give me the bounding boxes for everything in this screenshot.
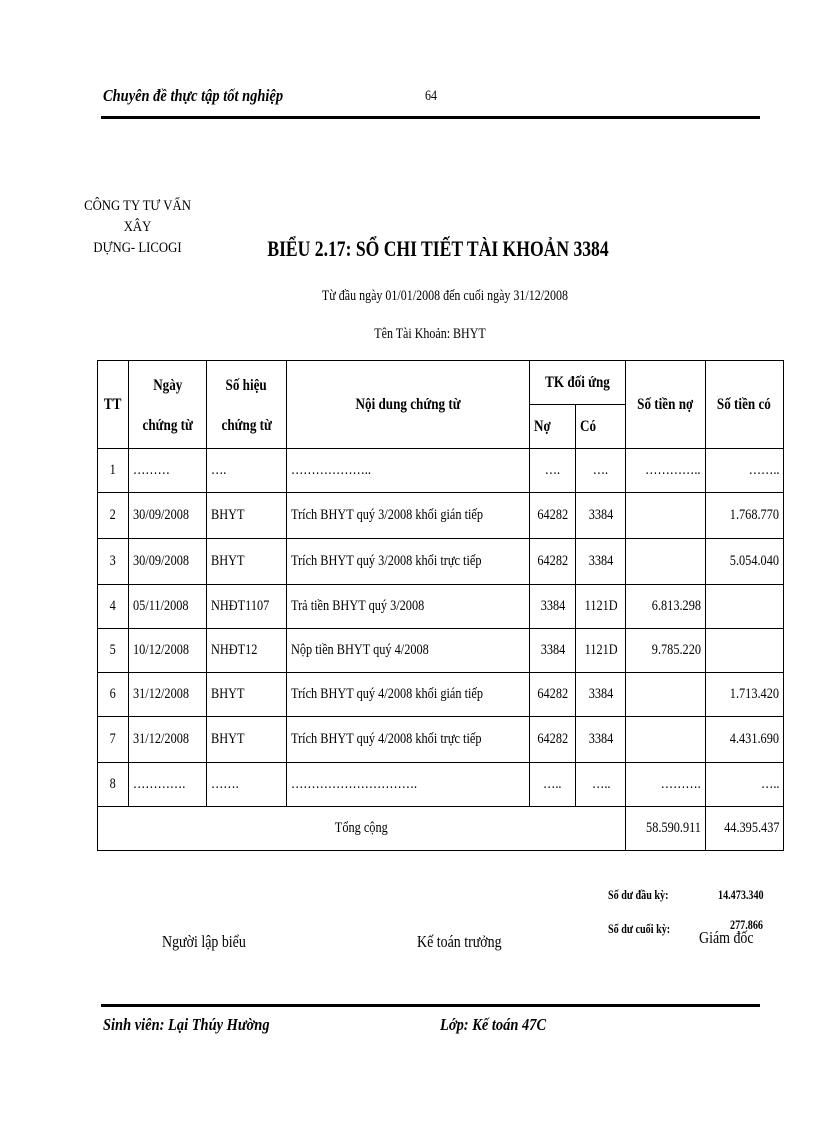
header-divider <box>101 116 760 119</box>
header-title: Chuyên đề thực tập tốt nghiệp <box>103 86 284 105</box>
row-doc-number: NHĐT12 <box>206 629 286 673</box>
total-label: Tổng cộng <box>98 807 626 851</box>
header-contra-account: TK đối ứng <box>529 361 625 405</box>
header-date-top: Ngày <box>129 361 207 405</box>
row-date: 31/12/2008 <box>129 717 207 763</box>
header-co: Có <box>576 405 626 449</box>
row-debit <box>626 717 705 763</box>
table-row <box>98 717 784 763</box>
row-content: Trích BHYT quý 3/2008 khối gián tiếp <box>286 493 529 539</box>
row-credit: 1.713.420 <box>705 673 784 717</box>
row-date: 10/12/2008 <box>129 629 207 673</box>
row-debit: 9.785.220 <box>626 629 705 673</box>
row-credit: …….. <box>705 449 784 493</box>
row-tt: 2 <box>98 493 129 539</box>
row-account-co: 1121D <box>576 629 626 673</box>
row-date: 31/12/2008 <box>129 673 207 717</box>
row-account-no: 64282 <box>529 493 576 539</box>
row-content: ……………….. <box>286 449 529 493</box>
company-line-1: CÔNG TY TƯ VẤN XÂY <box>84 198 191 235</box>
row-account-no: 3384 <box>529 629 576 673</box>
total-debit: 58.590.911 <box>626 807 705 851</box>
signature-director: Giám đốc <box>699 928 754 947</box>
header-doc-number-top: Số hiệu <box>206 361 286 405</box>
company-line-2: DỰNG- LICOGI <box>93 240 182 256</box>
row-doc-number: BHYT <box>206 539 286 585</box>
row-doc-number: NHĐT1107 <box>206 585 286 629</box>
row-account-co: …. <box>576 449 626 493</box>
row-account-co: 3384 <box>576 539 626 585</box>
signature-preparer: Người lập biểu <box>162 932 246 951</box>
total-credit: 44.395.437 <box>705 807 784 851</box>
header-doc-number-bottom: chứng từ <box>206 405 286 449</box>
row-debit: ………….. <box>626 449 705 493</box>
row-date: …………. <box>129 763 207 807</box>
table-row <box>98 763 784 807</box>
row-credit: 5.054.040 <box>705 539 784 585</box>
row-content: Trích BHYT quý 4/2008 khối gián tiếp <box>286 673 529 717</box>
row-content: Trích BHYT quý 4/2008 khối trực tiếp <box>286 717 529 763</box>
signature-chief-accountant: Kế toán trưởng <box>417 932 502 951</box>
table-row <box>98 539 784 585</box>
row-tt: 3 <box>98 539 129 585</box>
row-tt: 4 <box>98 585 129 629</box>
row-doc-number: BHYT <box>206 717 286 763</box>
row-debit <box>626 673 705 717</box>
table-row <box>98 629 784 673</box>
account-name: Tên Tài Khoản: BHYT <box>374 326 486 342</box>
row-content: …………………………. <box>286 763 529 807</box>
opening-balance-value: 14.473.340 <box>718 887 764 902</box>
header-tt: TT <box>98 361 129 449</box>
row-doc-number: BHYT <box>206 673 286 717</box>
total-row <box>98 807 784 851</box>
header-no: Nợ <box>529 405 576 449</box>
document-period: Từ đầu ngày 01/01/2008 đến cuối ngày 31/12/2008 <box>321 288 569 304</box>
row-debit: 6.813.298 <box>626 585 705 629</box>
row-doc-number: …. <box>206 449 286 493</box>
row-debit <box>626 539 705 585</box>
row-tt: 6 <box>98 673 129 717</box>
footer-student: Sinh viên: Lại Thúy Hường <box>103 1015 270 1034</box>
footer-divider <box>101 1004 760 1007</box>
row-doc-number: ……. <box>206 763 286 807</box>
table-row <box>98 493 784 539</box>
row-content: Nộp tiền BHYT quý 4/2008 <box>286 629 529 673</box>
row-content: Trả tiền BHYT quý 3/2008 <box>286 585 529 629</box>
row-account-co: 3384 <box>576 493 626 539</box>
row-account-no: …. <box>529 449 576 493</box>
document-title: BIỂU 2.17: SỔ CHI TIẾT TÀI KHOẢN 3384 <box>267 236 609 261</box>
opening-balance-label: Số dư đầu kỳ: <box>608 887 669 902</box>
closing-balance-label: Số dư cuối kỳ: <box>608 921 671 936</box>
footer-class: Lớp: Kế toán 47C <box>440 1015 547 1034</box>
row-debit: ………. <box>626 763 705 807</box>
header-debit: Số tiền nợ <box>626 361 705 449</box>
row-credit <box>705 585 784 629</box>
row-account-no: 64282 <box>529 539 576 585</box>
table-row <box>98 673 784 717</box>
header-content: Nội dung chứng từ <box>286 361 529 449</box>
row-tt: 8 <box>98 763 129 807</box>
ledger-table <box>97 360 784 851</box>
row-credit: 4.431.690 <box>705 717 784 763</box>
row-date: 05/11/2008 <box>129 585 207 629</box>
row-date: 30/09/2008 <box>129 539 207 585</box>
row-date: 30/09/2008 <box>129 493 207 539</box>
row-debit <box>626 493 705 539</box>
row-tt: 1 <box>98 449 129 493</box>
row-account-no: 3384 <box>529 585 576 629</box>
page-number: 64 <box>425 88 437 104</box>
row-account-no: 64282 <box>529 673 576 717</box>
row-date: ……… <box>129 449 207 493</box>
row-credit: 1.768.770 <box>705 493 784 539</box>
row-account-no: ….. <box>529 763 576 807</box>
header-date-bottom: chứng từ <box>129 405 207 449</box>
row-credit <box>705 629 784 673</box>
table-row <box>98 585 784 629</box>
row-account-co: 3384 <box>576 717 626 763</box>
row-account-co: ….. <box>576 763 626 807</box>
row-account-no: 64282 <box>529 717 576 763</box>
row-credit: ….. <box>705 763 784 807</box>
header-credit: Số tiền có <box>705 361 784 449</box>
ledger-body <box>98 449 784 807</box>
row-tt: 5 <box>98 629 129 673</box>
table-row <box>98 449 784 493</box>
row-account-co: 3384 <box>576 673 626 717</box>
closing-balance-value: 277.866 <box>730 917 763 932</box>
row-doc-number: BHYT <box>206 493 286 539</box>
row-account-co: 1121D <box>576 585 626 629</box>
row-content: Trích BHYT quý 3/2008 khối trực tiếp <box>286 539 529 585</box>
row-tt: 7 <box>98 717 129 763</box>
